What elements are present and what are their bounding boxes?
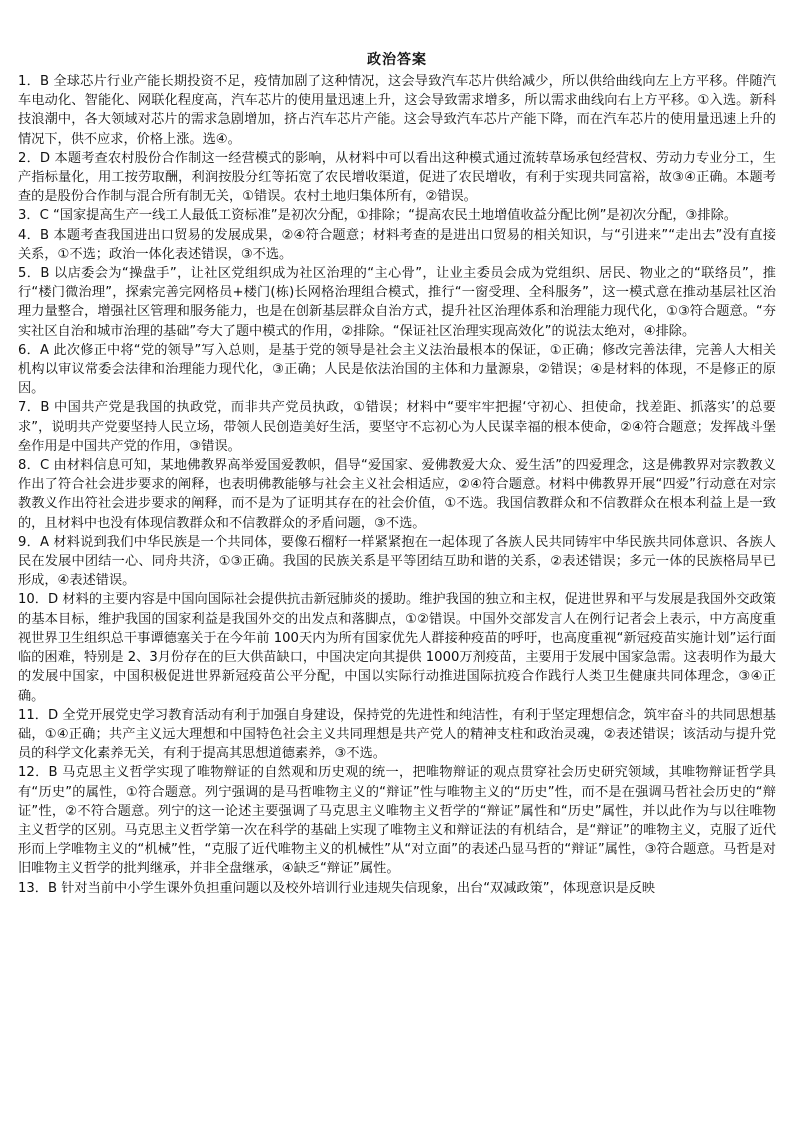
answer-sheet	[18, 50, 776, 898]
page-title: 政治答案	[367, 52, 427, 68]
answer-1: 1．B 全球芯片行业产能长期投资不足，疫情加剧了这种情况，这会导致汽车芯片供给减少，所以供给曲线向左上方平移。伴随汽车电动化、智能化、网联化程度高，汽车芯片的使用量迅速上升，这会导致需求增多，所以需求曲线向右上方平移。①入选。新科技浪潮中，各大领域对芯片的需求急剧增加，挤占汽车芯片产能。这会导致汽车芯片产能下降，而在汽车芯片的使用量迅速上升的情况下，供不应求，价格上涨。选④。	[18, 74, 776, 147]
answer-10: 10．D 材料的主要内容是中国向国际社会提供抗击新冠肺炎的援助。维护我国的独立和主权，促进世界和平与发展是我国外交政策的基本目标，维护我国的国家利益是我国外交的出发点和落脚点，①②错误。中国外交部发言人在例行记者会上表示，中方高度重视世界卫生组织总干事谭德塞关于在今年前 100天内为所有国家优先人群接种疫苗的呼吁，也高度重视“新冠疫苗实施计划”运行面临的困难，特别是 2、3月份存在的巨大供苗缺口，中国决定向其提供 1000万剂疫苗，主要用于发展中国家急需。这表明作为最大的发展中国家，中国积极促进世界新冠疫苗公平分配，中国以实际行动推进国际抗疫合作践行人类卫生健康共同体理念，③④正确。	[18, 592, 776, 704]
answer-6: 6．A 此次修正中将“党的领导”写入总则，是基于党的领导是社会主义法治最根本的保证，①正确；修改完善法律，完善人大相关机构以审议常委会法律和治理能力现代化，③正确；人民是依法治国的主体和力量源泉，②错误；④是材料的体现，不是修正的原因。	[18, 342, 776, 397]
answer-3: 3．C “国家提高生产一线工人最低工资标准”是初次分配，①排除；“提高农民土地增值收益分配比例”是初次分配，③排除。	[18, 208, 737, 224]
answer-12: 12．B 马克思主义哲学实现了唯物辩证的自然观和历史观的统一，把唯物辩证的观点贯穿社会历史研究领域，其唯物辩证哲学具有“历史”的属性，①符合题意。列宁强调的是马哲唯物主义的“辩证”性与唯物主义的“历史”性，而不是在强调马哲社会历史的“辩证”性，②不符合题意。列宁的这一论述主要强调了马克思主义唯物主义哲学的“辩证”属性和“历史”属性，并以此作为与以往唯物主义哲学的区别。马克思主义哲学第一次在科学的基础上实现了唯物主义和辩证法的有机结合，是“辩证”的唯物主义，克服了近代形而上学唯物主义的“机械”性，“克服了近代唯物主义的机械性”从“对立面”的表述凸显马哲的“辩证”属性，③符合题意。马哲是对旧唯物主义哲学的批判继承，并非全盘继承，④缺乏“辩证”属性。	[18, 765, 776, 877]
answer-8: 8．C 由材料信息可知，某地佛教界高举爱国爱教帜，倡导“爱国家、爱佛教爱大众、爱生活”的四爱理念，这是佛教界对宗教教义作出了符合社会进步要求的阐释，也表明佛教能够与社会主义社会相适应，②④符合题意。材料中佛教界开展“四爱”行动意在对宗教教义作出符社会进步要求的阐释，而不是为了证明其存在的社会价值，①不选。我国信教群众和不信教群众在根本利益上是一致的，且材料中也没有体现信教群众和不信教群众的矛盾问题，③不选。	[18, 458, 776, 531]
answer-7: 7．B 中国共产党是我国的执政党，而非共产党员执政，①错误；材料中“要牢牢把握‘守初心、担使命，找差距、抓落实’的总要求”，说明共产党要坚持人民立场，带领人民创造美好生活，要坚守不忘初心为人民谋幸福的根本使命，②④符合题意；发挥战斗堡垒作用是中国共产党的作用，③错误。	[18, 400, 776, 454]
answer-5: 5．B 以店委会为“操盘手”，让社区党组织成为社区治理的“主心骨”，让业主委员会成为党组织、居民、物业之的“联络员”，推行“楼门微治理”，探索完善完网格员+楼门(栋)长网格治理组合模式，推行“一窗受理、全科服务”，这一模式意在推动基层社区治理力量整合，增强社区管理和服务能力，也是在创新基层群众自治方式，提升社区治理体系和治理能力现代化，①③符合题意。“夯实社区自治和城市治理的基础”夸大了题中模式的作用，②排除。“保证社区治理实现高效化”的说法太绝对，④排除。	[18, 266, 776, 339]
answer-4: 4．B 本题考查我国进出口贸易的发展成果，②④符合题意；材料考查的是进出口贸易的相关知识，与“引进来”“走出去”没有直接关系，①不选；政治一体化表述错误，③不选。	[18, 227, 776, 262]
answer-11: 11．D 全党开展党史学习教育活动有利于加强自身建设，保持党的先进性和纯洁性，有利于坚定理想信念，筑牢奋斗的共同思想基础，①④正确；共产主义远大理想和中国特色社会主义共同理想是共产党人的精神支柱和政治灵魂，②表述错误；该活动与提升党员的科学文化素养无关，有利于提高其思想道德素养，③不选。	[18, 707, 776, 762]
answer-13: 13．B 针对当前中小学生课外负担重问题以及校外培训行业违规失信现象，出台“双减政策”，体现意识是反映	[18, 880, 656, 896]
answer-2: 2．D 本题考查农村股份合作制这一经营模式的影响，从材料中可以看出这种模式通过流转草场承包经营权、劳动力专业分工，生产指标量化，用工按劳取酬，利润按股分红等拓宽了农民增收渠道，促进了农民增收，有利于实现共同富裕，故③④正确。本题考查的是股份合作制与混合所有制无关，①错误。农村土地归集体所有，②错误。	[18, 150, 776, 205]
answer-9: 9．A 材料说到我们中华民族是一个共同体，要像石榴籽一样紧紧抱在一起体现了各族人民共同铸牢中华民族共同体意识、各族人民在发展中团结一心、同舟共济，①③正确。我国的民族关系是平等团结互助和谐的关系，②表述错误；多元一体的民族格局早已形成，④表述错误。	[18, 534, 776, 589]
